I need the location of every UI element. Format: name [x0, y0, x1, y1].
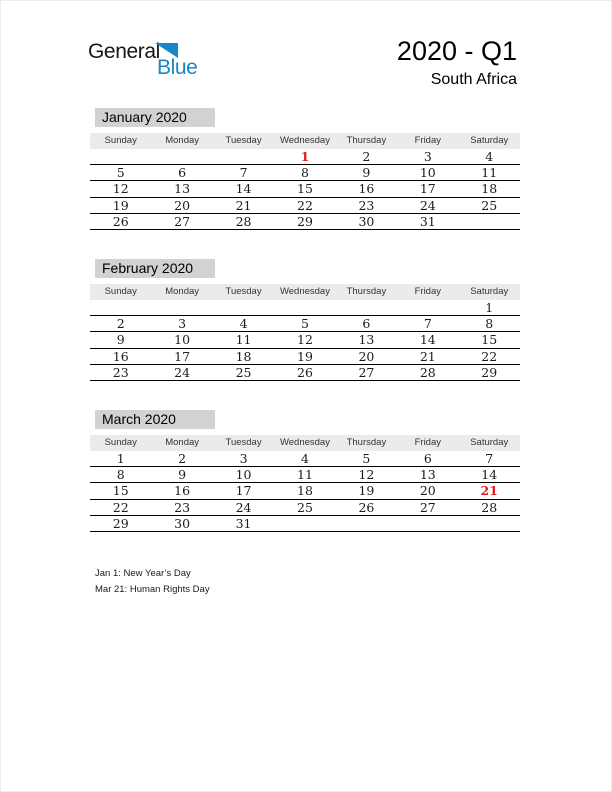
- date-cell: [397, 516, 458, 531]
- date-cell: 7: [485, 450, 494, 466]
- month-section: [90, 259, 520, 383]
- date-cell: 22: [481, 348, 498, 364]
- date-cell: 11: [481, 164, 498, 180]
- date-cell: 25: [235, 365, 252, 381]
- date-cell: 25: [481, 197, 498, 213]
- date-cell: 9: [116, 332, 125, 348]
- month-title: March 2020: [95, 410, 215, 429]
- date-cell: [90, 300, 151, 315]
- date-cell: 22: [297, 197, 313, 213]
- date-cell: 13: [358, 332, 375, 348]
- date-cell: 10: [419, 164, 436, 180]
- weekday-label: Wednesday: [279, 135, 330, 146]
- weekday-label: Monday: [165, 286, 200, 297]
- date-cell: 20: [358, 348, 375, 364]
- date-cell: 26: [358, 499, 375, 515]
- weekday-label: Tuesday: [225, 437, 262, 448]
- date-cell: 27: [419, 499, 436, 515]
- date-cell: 30: [358, 214, 375, 230]
- date-cell: 25: [297, 499, 313, 515]
- date-cell: 13: [174, 181, 191, 197]
- date-cell: 20: [174, 197, 191, 213]
- weekday-label: Tuesday: [225, 286, 262, 297]
- date-cell: 28: [419, 365, 436, 381]
- date-cell: 11: [297, 466, 313, 482]
- date-cell: 28: [481, 499, 498, 515]
- general-blue-logo: [88, 38, 208, 80]
- date-cell: [459, 214, 520, 229]
- weekday-label: Sunday: [104, 135, 137, 146]
- date-cell: 24: [419, 197, 436, 213]
- date-cell: 27: [358, 365, 375, 381]
- date-cell: 12: [297, 332, 313, 348]
- date-cell: 29: [112, 516, 129, 532]
- date-cell: 1: [116, 450, 125, 466]
- logo-text-blue: Blue: [157, 56, 198, 79]
- weekday-label: Saturday: [470, 286, 509, 297]
- date-cell: 21: [419, 348, 436, 364]
- date-cell: 16: [358, 181, 375, 197]
- week-row: [90, 198, 520, 214]
- date-cell: 5: [362, 450, 371, 466]
- week-row: [90, 365, 520, 381]
- date-cell: 14: [235, 181, 252, 197]
- weekday-label: Monday: [165, 135, 200, 146]
- holiday-date-cell: 21: [480, 483, 498, 499]
- date-cell: 9: [178, 466, 187, 482]
- month-grid: [90, 451, 520, 533]
- holiday-note: Jan 1: New Year’s Day: [95, 568, 191, 579]
- week-row: [90, 181, 520, 197]
- date-cell: 19: [297, 348, 313, 364]
- date-cell: 3: [239, 450, 248, 466]
- date-cell: 8: [116, 466, 125, 482]
- date-cell: 5: [116, 164, 125, 180]
- date-cell: 16: [112, 348, 129, 364]
- weekday-label: Sunday: [104, 286, 137, 297]
- date-cell: 17: [235, 483, 252, 499]
- date-cell: 4: [485, 148, 494, 164]
- weekday-label: Thursday: [346, 286, 387, 297]
- date-cell: 14: [481, 466, 498, 482]
- date-cell: 6: [362, 315, 371, 331]
- date-cell: [459, 516, 520, 531]
- date-cell: 30: [174, 516, 191, 532]
- holiday-note: Mar 21: Human Rights Day: [95, 583, 210, 595]
- month-section: [90, 410, 520, 534]
- date-cell: 10: [235, 466, 252, 482]
- week-row: [90, 316, 520, 332]
- date-cell: 29: [481, 365, 498, 381]
- date-cell: 23: [174, 499, 191, 515]
- holiday-date-cell: 1: [300, 148, 310, 164]
- date-cell: 16: [174, 483, 191, 499]
- week-row: [90, 467, 520, 483]
- date-cell: 3: [178, 315, 187, 331]
- weekday-label: Friday: [414, 437, 442, 448]
- weekday-label: Wednesday: [279, 286, 330, 297]
- date-cell: 2: [362, 148, 371, 164]
- date-cell: 7: [239, 164, 248, 180]
- week-row: [90, 500, 520, 516]
- date-cell: 17: [174, 348, 191, 364]
- date-cell: 7: [423, 315, 432, 331]
- week-row: [90, 483, 520, 499]
- date-cell: 31: [419, 214, 436, 230]
- date-cell: 22: [112, 499, 129, 515]
- month-title: January 2020: [95, 108, 215, 127]
- date-cell: 19: [358, 483, 375, 499]
- date-cell: 19: [112, 197, 129, 213]
- weekday-header-row: [90, 133, 520, 149]
- date-cell: 15: [481, 332, 498, 348]
- date-cell: 27: [174, 214, 191, 230]
- weekday-label: Tuesday: [225, 135, 262, 146]
- date-cell: [151, 300, 212, 315]
- date-cell: 6: [423, 450, 432, 466]
- date-cell: 15: [112, 483, 129, 499]
- date-cell: 31: [235, 516, 252, 532]
- date-cell: 2: [178, 450, 187, 466]
- date-cell: 3: [423, 148, 432, 164]
- weekday-label: Monday: [165, 437, 200, 448]
- date-cell: 26: [297, 365, 313, 381]
- date-cell: [213, 300, 274, 315]
- week-row: [90, 332, 520, 348]
- date-cell: [397, 300, 458, 315]
- date-cell: [274, 300, 335, 315]
- date-cell: 18: [297, 483, 313, 499]
- weekday-label: Saturday: [470, 437, 509, 448]
- week-row: [90, 451, 520, 467]
- weekday-label: Friday: [414, 286, 442, 297]
- date-cell: [274, 516, 335, 531]
- date-cell: 8: [301, 164, 309, 180]
- date-cell: 5: [301, 315, 309, 331]
- date-cell: 21: [235, 197, 252, 213]
- month-title: February 2020: [95, 259, 215, 278]
- week-row: [90, 516, 520, 532]
- date-cell: [213, 149, 274, 164]
- date-cell: 2: [116, 315, 125, 331]
- page-subtitle: South Africa: [430, 71, 517, 88]
- weekday-label: Thursday: [346, 437, 387, 448]
- week-row: [90, 300, 520, 316]
- holiday-notes: [95, 566, 210, 597]
- date-cell: 17: [419, 181, 436, 197]
- weekday-label: Friday: [414, 135, 442, 146]
- date-cell: [336, 300, 397, 315]
- date-cell: 29: [297, 214, 313, 230]
- date-cell: [90, 149, 151, 164]
- date-cell: 26: [112, 214, 129, 230]
- date-cell: 11: [235, 332, 252, 348]
- week-row: [90, 149, 520, 165]
- date-cell: 20: [419, 483, 436, 499]
- week-row: [90, 349, 520, 365]
- weekday-label: Wednesday: [279, 437, 330, 448]
- date-cell: 28: [235, 214, 252, 230]
- date-cell: 15: [297, 181, 313, 197]
- date-cell: [336, 516, 397, 531]
- date-cell: 10: [174, 332, 191, 348]
- month-grid: [90, 300, 520, 382]
- week-row: [90, 214, 520, 230]
- date-cell: 13: [419, 466, 436, 482]
- date-cell: 12: [112, 181, 129, 197]
- date-cell: 8: [485, 315, 494, 331]
- weekday-label: Thursday: [346, 135, 387, 146]
- date-cell: 18: [481, 181, 498, 197]
- date-cell: 14: [419, 332, 436, 348]
- date-cell: 6: [178, 164, 187, 180]
- weekday-header-row: [90, 284, 520, 300]
- date-cell: 23: [358, 197, 375, 213]
- weekday-label: Sunday: [104, 437, 137, 448]
- month-grid: [90, 149, 520, 231]
- weekday-label: Saturday: [470, 135, 509, 146]
- date-cell: 4: [301, 450, 309, 466]
- date-cell: 23: [112, 365, 129, 381]
- date-cell: 4: [239, 315, 248, 331]
- date-cell: [151, 149, 212, 164]
- date-cell: 18: [235, 348, 252, 364]
- page-title: 2020 - Q1: [396, 36, 517, 66]
- date-cell: 1: [485, 299, 494, 315]
- date-cell: 24: [174, 365, 191, 381]
- week-row: [90, 165, 520, 181]
- month-section: [90, 108, 520, 232]
- logo-text-general: General: [88, 40, 160, 63]
- date-cell: 24: [235, 499, 252, 515]
- date-cell: 12: [358, 466, 375, 482]
- weekday-header-row: [90, 435, 520, 451]
- date-cell: 9: [362, 164, 371, 180]
